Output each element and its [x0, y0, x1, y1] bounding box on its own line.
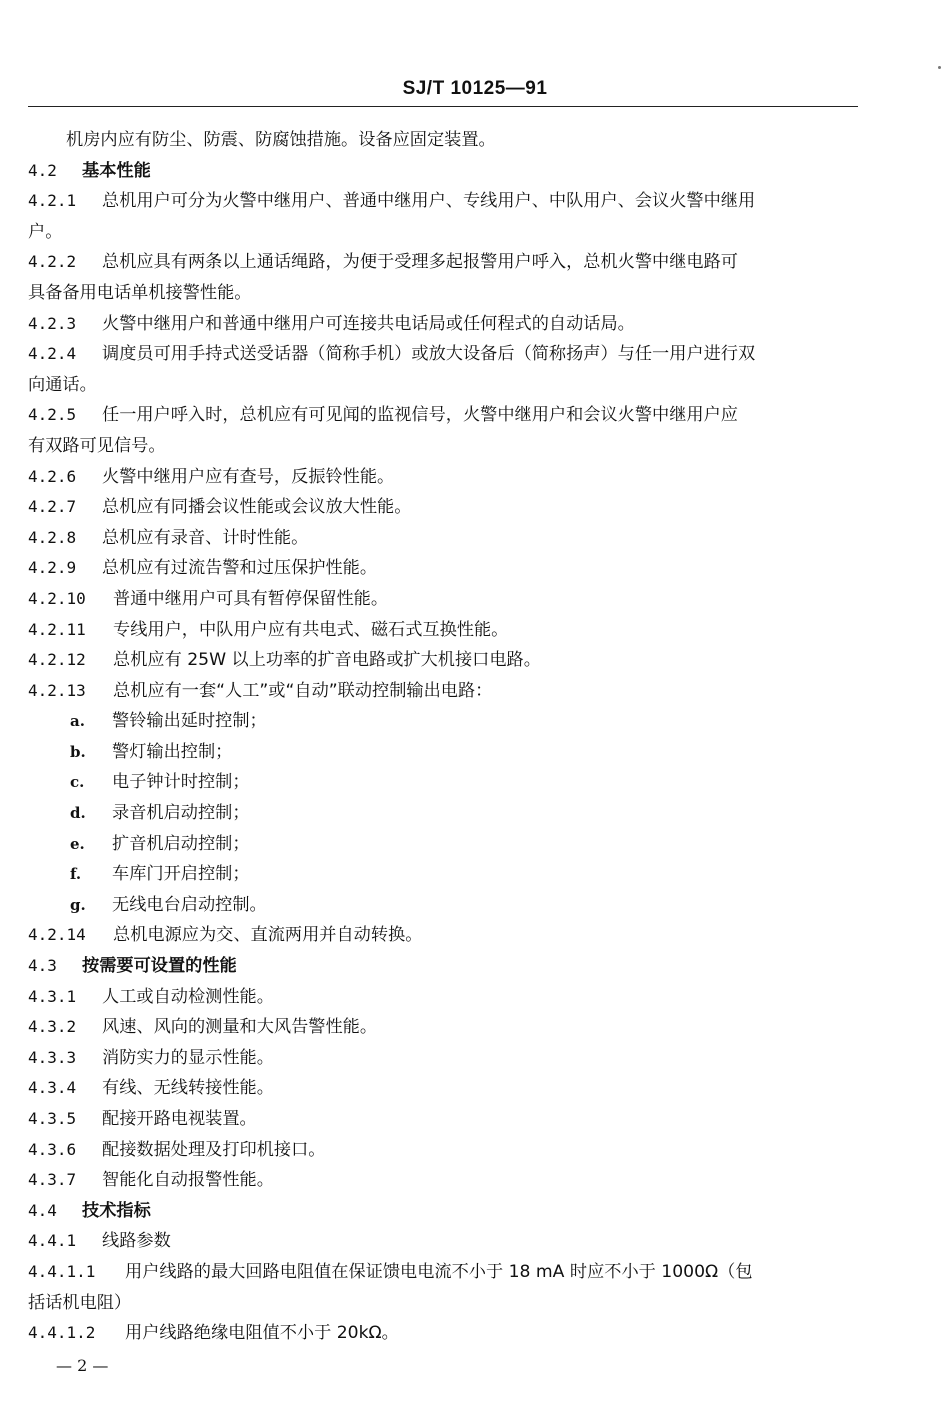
clause-4-2-1	[28, 186, 868, 217]
clause-4-3-7	[28, 1165, 868, 1196]
clause-number: 4.2.8	[28, 527, 77, 547]
list-letter: c.	[70, 773, 85, 792]
clause-text: 火警中继用户应有查号，反振铃性能。	[102, 466, 395, 487]
clause-number: 4.2.4	[28, 344, 77, 364]
list-letter: e.	[70, 834, 85, 853]
section-title: 技术指标	[82, 1200, 151, 1221]
document-body	[28, 125, 868, 1349]
clause-4-2-2	[28, 247, 868, 278]
list-text: 警灯输出控制；	[112, 741, 233, 762]
clause-4-3-3	[28, 1043, 868, 1074]
clause-4-4-1	[28, 1226, 868, 1257]
scan-speck	[938, 66, 941, 69]
clause-number: 4.2.7	[28, 497, 77, 517]
clause-number: 4.4.1.2	[28, 1323, 96, 1343]
clause-number: 4.2.3	[28, 313, 77, 333]
list-letter: b.	[70, 742, 86, 761]
list-item-d	[28, 798, 868, 829]
section-heading-4-2	[28, 156, 868, 187]
list-item-c	[28, 767, 868, 798]
clause-continuation: 有双路可见信号。	[28, 435, 166, 456]
clause-continuation: 具备备用电话单机接警性能。	[28, 282, 252, 303]
list-letter: f.	[70, 865, 82, 884]
section-number: 4.4	[28, 1200, 57, 1220]
clause-text: 火警中继用户和普通中继用户可连接共电话局或任何程式的自动话局。	[102, 313, 635, 334]
clause-number: 4.3.2	[28, 1017, 77, 1037]
clause-text: 线路参数	[102, 1231, 171, 1252]
clause-number: 4.2.12	[28, 650, 86, 670]
clause-number: 4.2.11	[28, 619, 86, 639]
clause-number: 4.3.7	[28, 1170, 77, 1190]
clause-number: 4.3.5	[28, 1109, 77, 1128]
clause-4-3-4	[28, 1073, 868, 1104]
clause-text: 用户线路绝缘电阻值不小于 20kΩ。	[125, 1323, 399, 1344]
page-number: — 2 —	[56, 1356, 109, 1375]
clause-text: 总机应具有两条以上通话绳路，为便于受理多起报警用户呼入，总机火警中继电路可	[102, 252, 738, 273]
clause-4-2-7	[28, 492, 868, 523]
header-rule	[28, 106, 858, 107]
clause-number: 4.2.10	[28, 588, 86, 608]
clause-number: 4.2.1	[28, 191, 77, 211]
clause-text: 调度员可用手持式送受话器（简称手机）或放大设备后（简称扬声）与任一用户进行双	[102, 344, 756, 365]
clause-number: 4.3.1	[28, 986, 77, 1006]
clause-text: 总机应有一套“人工”或“自动”联动控制输出电路：	[113, 680, 493, 701]
clause-4-2-3	[28, 309, 868, 340]
clause-4-3-6	[28, 1135, 868, 1166]
clause-number: 4.4.1.1	[28, 1261, 96, 1281]
clause-4-3-2	[28, 1012, 868, 1043]
list-letter: a.	[70, 712, 85, 731]
list-text: 车库门开启控制；	[112, 864, 250, 885]
clause-number: 4.2.13	[28, 680, 86, 700]
clause-4-3-5	[28, 1104, 868, 1135]
section-heading-4-3	[28, 951, 868, 982]
clause-text: 消防实力的显示性能。	[102, 1047, 274, 1068]
clause-number: 4.2.5	[28, 405, 77, 425]
clause-text: 总机应有 25W 以上功率的扩音电路或扩大机接口电路。	[113, 650, 541, 671]
list-text: 警铃输出延时控制；	[112, 711, 267, 732]
clause-continuation: 户。	[28, 221, 63, 242]
clause-number: 4.3.6	[28, 1139, 77, 1159]
list-text: 录音机启动控制；	[112, 803, 250, 824]
clause-4-2-5	[28, 400, 868, 431]
clause-text: 智能化自动报警性能。	[102, 1170, 274, 1191]
clause-text: 总机用户可分为火警中继用户、普通中继用户、专线用户、中队用户、会议火警中继用	[102, 191, 756, 212]
clause-number: 4.2.9	[28, 558, 77, 578]
clause-4-2-9	[28, 553, 868, 584]
list-item-a	[28, 706, 868, 737]
list-item-e	[28, 829, 868, 860]
clause-text: 风速、风向的测量和大风告警性能。	[102, 1017, 378, 1038]
list-letter: g.	[70, 895, 86, 914]
clause-4-2-13	[28, 676, 868, 707]
section-heading-4-4	[28, 1196, 868, 1227]
clause-4-2-8	[28, 523, 868, 554]
list-item-b	[28, 737, 868, 768]
clause-text: 有线、无线转接性能。	[102, 1078, 274, 1099]
clause-text: 普通中继用户可具有暂停保留性能。	[113, 588, 389, 609]
clause-continuation: 向通话。	[28, 374, 97, 395]
clause-text: 人工或自动检测性能。	[102, 986, 274, 1007]
clause-number: 4.3.3	[28, 1047, 77, 1067]
clause-4-2-4	[28, 339, 868, 370]
section-number: 4.3	[28, 956, 57, 976]
clause-4-4-1-1	[28, 1257, 868, 1288]
clause-number: 4.3.4	[28, 1078, 77, 1098]
clause-4-4-1-2	[28, 1318, 868, 1349]
list-letter: d.	[70, 804, 86, 823]
clause-number: 4.2.2	[28, 252, 77, 272]
clause-text: 总机电源应为交、直流两用并自动转换。	[113, 925, 423, 946]
clause-text: 专线用户，中队用户应有共电式、磁石式互换性能。	[113, 619, 509, 640]
list-item-g	[28, 890, 868, 921]
clause-text: 总机应有录音、计时性能。	[102, 527, 309, 548]
clause-number: 4.4.1	[28, 1231, 77, 1251]
clause-number: 4.2.14	[28, 925, 86, 945]
clause-4-2-14	[28, 920, 868, 951]
clause-4-2-6	[28, 462, 868, 493]
section-number: 4.2	[28, 160, 57, 180]
list-text: 无线电台启动控制。	[112, 894, 267, 915]
clause-4-2-11	[28, 615, 868, 646]
list-item-f	[28, 859, 868, 890]
clause-text: 用户线路的最大回路电阻值在保证馈电电流不小于 18 mA 时应不小于 1000Ω（包	[125, 1261, 753, 1282]
section-title: 基本性能	[82, 160, 151, 181]
clause-4-2-10	[28, 584, 868, 615]
clause-text: 配接开路电视装置。	[102, 1109, 257, 1129]
document-header-code: SJ/T 10125—91	[402, 78, 548, 99]
list-text: 扩音机启动控制；	[112, 833, 250, 854]
clause-text: 总机应有同播会议性能或会议放大性能。	[102, 497, 412, 518]
list-text: 电子钟计时控制；	[112, 772, 250, 793]
clause-number: 4.2.6	[28, 466, 77, 486]
section-title: 按需要可设置的性能	[82, 956, 237, 977]
clause-text: 配接数据处理及打印机接口。	[102, 1139, 326, 1160]
paragraph-line: 机房内应有防尘、防震、防腐蚀措施。设备应固定装置。	[66, 130, 496, 150]
clause-4-2-12	[28, 645, 868, 676]
clause-continuation: 括话机电阻）	[28, 1292, 132, 1313]
clause-text: 任一用户呼入时，总机应有可见闻的监视信号，火警中继用户和会议火警中继用户应	[102, 405, 738, 426]
clause-4-3-1	[28, 982, 868, 1013]
clause-text: 总机应有过流告警和过压保护性能。	[102, 558, 378, 579]
